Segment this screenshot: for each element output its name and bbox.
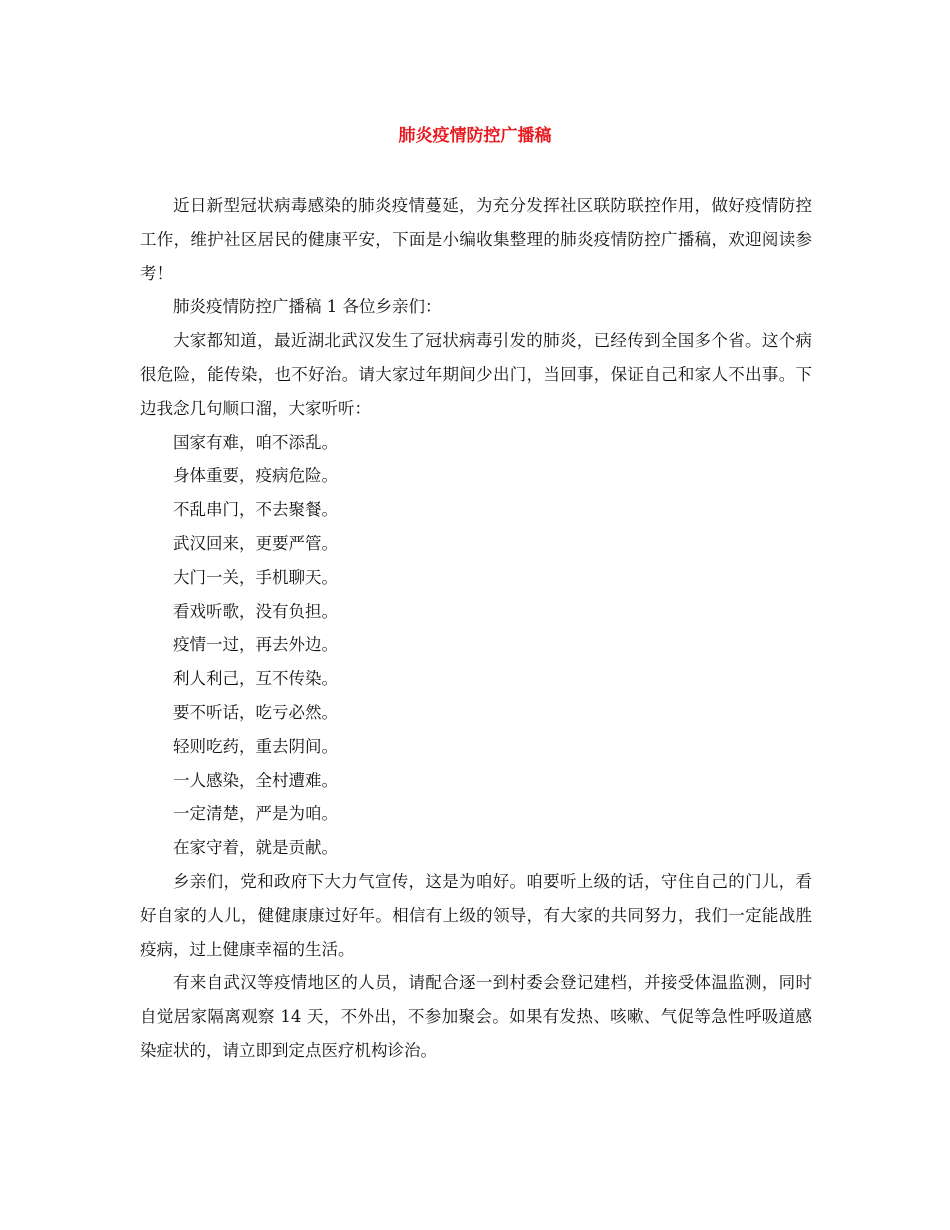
rhyme-line: 一人感染，全村遭难。	[173, 770, 338, 790]
paragraph-intro: 近日新型冠状病毒感染的肺炎疫情蔓延，为充分发挥社区联防联控作用，做好疫情防控工作，维护社区居民的健康平安，下面是小编收集整理的肺炎疫情防控广播稿，欢迎阅读参考！	[140, 196, 812, 283]
rhyme-line: 轻则吃药，重去阴间。	[173, 736, 338, 756]
rhyme-line: 武汉回来，更要严管。	[173, 533, 338, 553]
paragraph-broadcast-heading: 肺炎疫情防控广播稿 1 各位乡亲们：	[173, 297, 442, 317]
rhyme-line: 大门一关，手机聊天。	[173, 567, 338, 587]
paragraph-situation: 大家都知道，最近湖北武汉发生了冠状病毒引发的肺炎，已经传到全国多个省。这个病很危险，能传染，也不好治。请大家过年期间少出门，当回事，保证自己和家人不出事。下边我念几句顺口溜，大家听听：	[140, 331, 812, 418]
document-body	[140, 189, 812, 1068]
paragraph-quarantine-notice: 有来自武汉等疫情地区的人员，请配合逐一到村委会登记建档，并接受体温监测，同时自觉居家隔离观察 14 天，不外出，不参加聚会。如果有发热、咳嗽、气促等急性呼吸道感染症状的，请立即到定点医疗机构诊治。	[140, 973, 812, 1060]
rhyme-line: 要不听话，吃亏必然。	[173, 702, 338, 722]
rhyme-line: 不乱串门，不去聚餐。	[173, 500, 338, 520]
rhyme-line: 国家有难，咱不添乱。	[173, 432, 338, 452]
rhyme-line: 疫情一过，再去外边。	[173, 635, 338, 655]
rhyme-line: 利人利己，互不传染。	[173, 669, 338, 689]
rhyme-line: 身体重要，疫病危险。	[173, 466, 338, 486]
rhyme-line: 在家守着，就是贡献。	[173, 838, 338, 858]
document-title: 肺炎疫情防控广播稿	[398, 126, 552, 146]
paragraph-appeal: 乡亲们，党和政府下大力气宣传，这是为咱好。咱要听上级的话，守住自己的门儿，看好自家的人儿，健健康康过好年。相信有上级的领导，有大家的共同努力，我们一定能战胜疫病，过上健康幸福的生活。	[140, 871, 812, 959]
rhyme-line: 看戏听歌，没有负担。	[173, 601, 338, 621]
rhyme-line: 一定清楚，严是为咱。	[173, 804, 338, 824]
